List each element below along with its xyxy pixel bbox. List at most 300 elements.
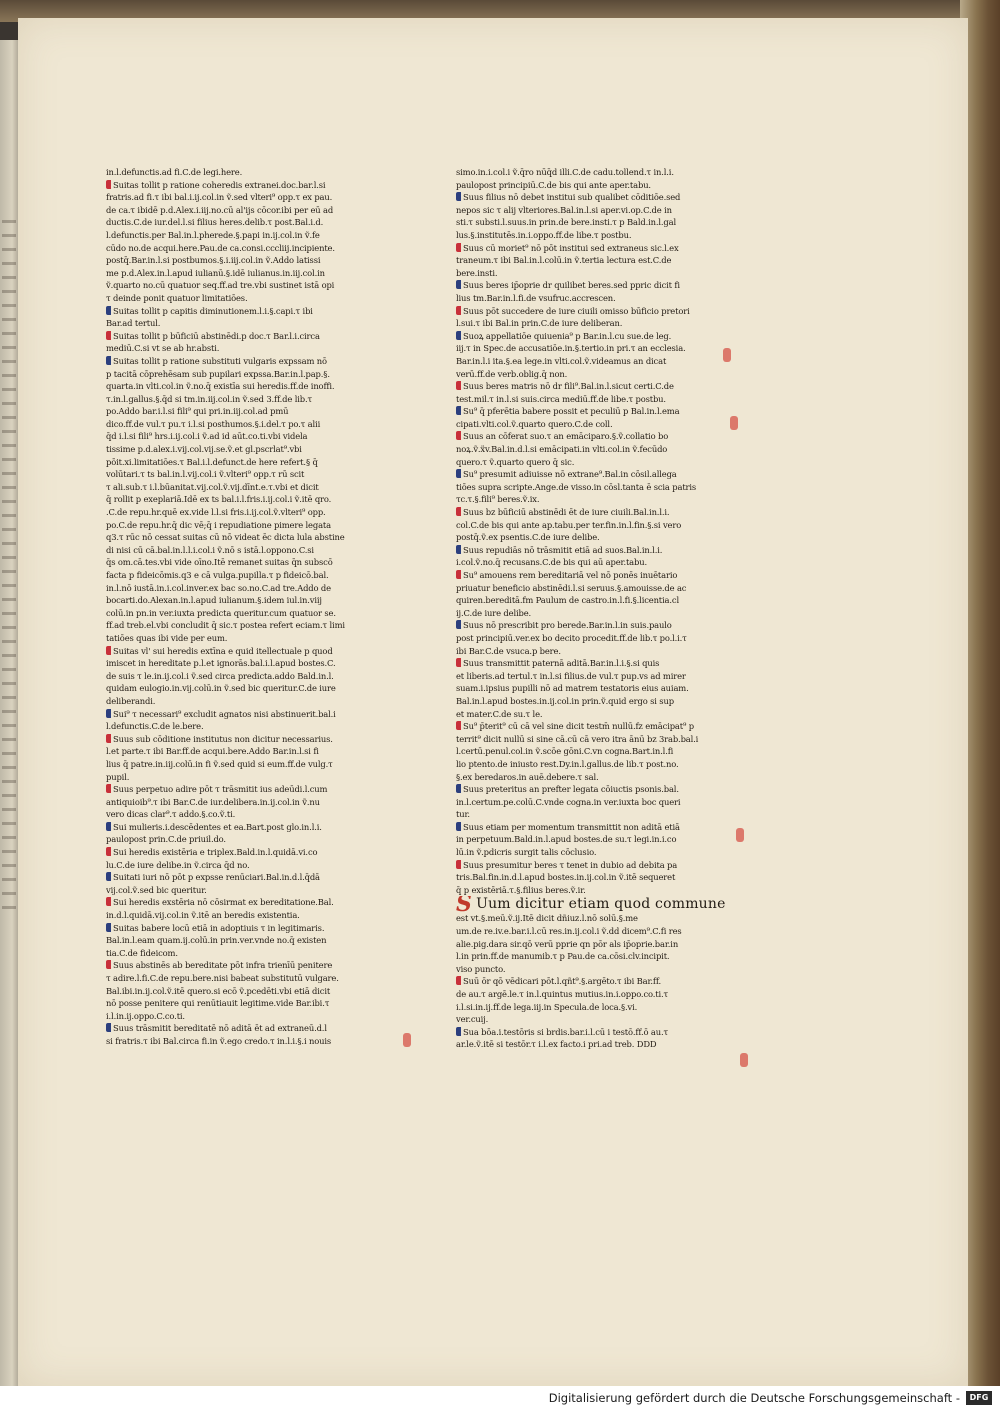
- line-text: de suis τ le.in.ij.col.i ṽ.sed circa predicta.addo Bald.in.l.: [106, 670, 334, 681]
- text-line: [106, 720, 402, 733]
- line-text: Sui heredis exstēria nō cōsirmat ex bereditatione.Bal.: [113, 897, 334, 908]
- line-text: Suitati iuri nō pōt p expsse renūciari.Bal.in.d.l.q̄dā: [113, 872, 320, 883]
- text-line: [106, 833, 402, 846]
- line-text: sti.τ substi.l.suus.in prin.de bere.insti.τ p Bald.in.l.gal: [456, 217, 676, 228]
- paragraph-mark: [106, 709, 111, 718]
- line-text: Sui heredis existēria e triplex.Bald.in.l.quidā.vi.co: [113, 847, 318, 858]
- line-text: q̄s om.cā.tes.vbi vide oīno.Itē remanet suitas q̄n subscō: [106, 557, 333, 568]
- text-line: [456, 368, 756, 381]
- text-line: [456, 771, 756, 784]
- paragraph-mark: [106, 960, 111, 969]
- line-text: et liberis.ad tertul.τ in.l.si filius.de vul.τ pup.vs ad mirer: [456, 670, 686, 681]
- text-line: [456, 808, 756, 821]
- text-line: [456, 166, 756, 179]
- text-line: [106, 506, 402, 519]
- line-text: Suus abstinēs ab bereditate pōt infra trienīū penitere: [113, 960, 333, 971]
- line-text: col.C.de bis qui ante ap.tabu.per ter.fin.in.l.fin.§.si vero: [456, 519, 682, 530]
- paragraph-mark: [456, 431, 461, 440]
- line-text: Uum dicitur etiam quod commune: [476, 896, 726, 913]
- paragraph-mark: [456, 469, 461, 478]
- line-text: po.C.de repu.hr.q̄ dic vē;q̄ i repudiatione pimere legata: [106, 519, 331, 530]
- text-line: [106, 216, 402, 229]
- paragraph-mark: [106, 1023, 111, 1032]
- line-text: tia.C.de fideicom.: [106, 947, 178, 958]
- paragraph-mark: [106, 822, 111, 831]
- text-line: [106, 1035, 402, 1048]
- line-text: suam.i.ipsius pupilli nō ad matrem testatoris eius auiam.: [456, 683, 689, 694]
- paragraph-mark: [456, 192, 461, 201]
- line-text: traneum.τ ibi Bal.in.l.colū.in ṽ.tertia lectura est.C.de: [456, 255, 672, 266]
- previous-page-text-fragment: [2, 220, 16, 920]
- paragraph-mark: [456, 822, 461, 831]
- text-line: [106, 947, 402, 960]
- text-line: [456, 292, 756, 305]
- text-line: [106, 733, 402, 746]
- line-text: Suus etiam per momentum transmittit non aditā etiā: [463, 821, 680, 832]
- line-text: tiōes supra scripte.Ange.de visso.in cōsl.tanta ē scia patris: [456, 481, 697, 492]
- line-text: Suus trāsmitit bereditatē nō aditā ēt ad extraneū.d.l: [113, 1023, 327, 1034]
- line-text: Suitas tollit p ratione substituti vulgaris expssam nō: [113, 355, 327, 366]
- text-line: [456, 254, 756, 267]
- text-line: [106, 330, 402, 343]
- line-text: Suus perpetuo adire pōt τ trāsmitit ius adeūdi.l.cum: [113, 784, 328, 795]
- text-line: [106, 871, 402, 884]
- line-text: i.l.in.ij.oppo.C.co.ti.: [106, 1010, 185, 1021]
- line-text: paulopost prin.C.de priuil.do.: [106, 834, 226, 845]
- paragraph-mark: [106, 646, 111, 655]
- text-line: [106, 342, 402, 355]
- text-line: [456, 871, 756, 884]
- text-column-right: [456, 166, 756, 1051]
- line-text: Sui⁹ τ necessari⁹ excludit agnatos nisi abstinuerit.bal.i: [113, 708, 336, 719]
- text-line: [456, 783, 756, 796]
- text-line: [456, 393, 756, 406]
- line-text: ff.ad treb.el.vbi concludit q̄ sic.τ postea refert eciam.τ limi: [106, 620, 345, 631]
- paragraph-mark: [106, 847, 111, 856]
- line-text: ij.C.de iure delibe.: [456, 607, 532, 618]
- text-line: [456, 745, 756, 758]
- line-text: l.certū.penul.col.in ṽ.scōe gōni.C.vn cogna.Bart.in.l.fi: [456, 746, 674, 757]
- paragraph-mark: [456, 721, 461, 730]
- text-line: [106, 821, 402, 834]
- line-text: Suus transmittit paternā aditā.Bar.in.l.i.§.si quis: [463, 658, 660, 669]
- line-text: Suus sub cōditione institutus non dicitur necessarius.: [113, 733, 333, 744]
- text-line: [106, 682, 402, 695]
- line-text: test.mil.τ in.l.si suis.circa mediū.ff.de libe.τ postbu.: [456, 393, 666, 404]
- line-text: lius q̄ patre.in.iij.colū.in fi ṽ.sed quid si eum.ff.de vulg.τ: [106, 758, 333, 769]
- line-text: vero dicas clar⁹.τ addo.§.co.ṽ.ti.: [106, 809, 236, 820]
- text-line: [456, 443, 756, 456]
- text-line: [456, 191, 756, 204]
- paragraph-mark: [456, 1027, 461, 1036]
- line-text: viso puncto.: [456, 963, 506, 974]
- line-text: Suitas tollit p capitis diminutionem.l.i.§.capi.τ ibi: [113, 305, 313, 316]
- line-text: τc.τ.§.fili⁹ beres.ṽ.ix.: [456, 494, 540, 505]
- line-text: postq̄.ṽ.ex psentis.C.de iure delibe.: [456, 532, 600, 543]
- line-text: tissime p.d.alex.i.vij.col.vij.se.ṽ.et gl.pscrlat⁹.vbi: [106, 444, 302, 455]
- line-text: τ ali.sub.τ i.l.būanitat.vij.col.ṽ.vij.dīnt.e.τ.vbi et dicit: [106, 481, 319, 492]
- text-line: [106, 430, 402, 443]
- text-line: [456, 884, 756, 897]
- paragraph-mark: [456, 507, 461, 516]
- text-line: [456, 242, 756, 255]
- text-line: [456, 556, 756, 569]
- line-text: in.l.nō iustā.in.i.col.inver.ex bac so.no.C.ad tre.Addo de: [106, 582, 331, 593]
- text-line: [106, 645, 402, 658]
- text-line: [106, 368, 402, 381]
- line-text: verū.ff.de verb.oblig.q̄ non.: [456, 368, 568, 379]
- paragraph-mark: [456, 331, 461, 340]
- line-text: si fratris.τ ibi Bal.circa fi.in ṽ.ego credo.τ in.l.i.§.i nouis: [106, 1035, 332, 1046]
- text-line: [106, 254, 402, 267]
- line-text: post principiū.ver.ex bo decito procedit.ff.de lib.τ po.l.i.τ: [456, 632, 687, 643]
- line-text: Suus repudiās nō trāsmitit etiā ad suos.Bal.in.l.i.: [463, 544, 663, 555]
- text-line: [456, 279, 756, 292]
- line-text: Suoꝝ appellatiōe quiuenia⁹ p Bar.in.l.cu sue.de leg.: [463, 330, 672, 341]
- paragraph-mark: [456, 545, 461, 554]
- line-text: q3.τ rūc nō cessat suitas cū nō videat ēc dicta lula abstine: [106, 532, 345, 543]
- text-line: [456, 607, 756, 620]
- line-text: dico.ff.de vul.τ pu.τ i.l.si posthumos.§.i.del.τ po.τ alii: [106, 418, 321, 429]
- line-text: po.Addo bar.i.l.si fili⁹ qui pri.in.iij.col.ad pmū: [106, 406, 289, 417]
- text-line: [456, 317, 756, 330]
- footer-credit: Digitalisierung gefördert durch die Deutsche Forschungsgemeinschaft -: [548, 1391, 960, 1405]
- text-line: [456, 418, 756, 431]
- line-text: Suus cū moriet⁹ nō pōt institui sed extraneus sic.l.ex: [463, 242, 679, 253]
- line-text: in.l.defunctis.ad fi.C.de legi.here.: [106, 167, 243, 177]
- line-text: de au.τ argē.le.τ in.l.quintus mutius.in.i.oppo.co.ti.τ: [456, 989, 668, 999]
- line-text: lū.in ṽ.pdicris surgit talis cōclusio.: [456, 847, 597, 858]
- text-line: [106, 884, 402, 897]
- paragraph-mark: [106, 923, 111, 932]
- text-line: [106, 305, 402, 318]
- line-text: quarta.in vlti.col.in ṽ.no.q̄ existīa sui heredis.ff.de inoffi.: [106, 381, 335, 392]
- text-line: [106, 695, 402, 708]
- text-line: [106, 582, 402, 595]
- paragraph-mark: [456, 658, 461, 667]
- line-text: paulopost principiū.C.de bis qui ante aper.tabu.: [456, 179, 651, 190]
- text-line: [456, 405, 756, 418]
- paragraph-mark: [456, 570, 461, 579]
- paragraph-mark: [106, 897, 111, 906]
- text-line: [456, 468, 756, 481]
- line-text: i.col.ṽ.no.q̄ recusans.C.de bis qui aū aper.tabu.: [456, 557, 647, 568]
- line-text: nō posse penitere qui renūtiauit legitime.vide Bar.ibi.τ: [106, 998, 330, 1009]
- line-text: ibi Bar.C.de vsuca.p bere.: [456, 645, 561, 656]
- text-line: [106, 191, 402, 204]
- text-line: [106, 846, 402, 859]
- text-line: [456, 833, 756, 846]
- line-text: tur.: [456, 809, 470, 820]
- rubric-mark: [403, 1033, 411, 1047]
- line-text: l.in prin.ff.de manumib.τ p Pau.de ca.cōsi.clv.incipit.: [456, 951, 670, 962]
- text-line: [106, 242, 402, 255]
- line-text: l.et parte.τ ibi Bar.ff.de acqui.bere.Addo Bar.in.l.si fi: [106, 746, 319, 757]
- line-text: ṽ.quarto no.cū quatuor seq.ff.ad tre.vbi sustinet istā opi: [106, 280, 335, 291]
- line-text: tris.Bal.fin.in.d.l.apud bostes.in.ij.col.in ṽ.itē sequeret: [456, 872, 676, 883]
- line-text: l.defunctis.C.de le.bere.: [106, 721, 204, 732]
- footer-bar: [0, 1386, 1000, 1410]
- line-text: lio ptento.de iniusto rest.Dy.in.l.gallus.de lib.τ post.no.: [456, 758, 679, 769]
- line-text: me p.d.Alex.in.l.apud iulianū.§.idē iulianus.in.iij.col.in: [106, 267, 325, 278]
- rubric-mark: [740, 1053, 748, 1067]
- text-line: [456, 569, 756, 582]
- text-line: [106, 279, 402, 292]
- text-line: [456, 330, 756, 343]
- text-line: [106, 619, 402, 632]
- text-line: [456, 1013, 756, 1026]
- line-text: nepos sic τ alij vlteriores.Bal.in.l.si aper.vi.op.C.de in: [456, 204, 672, 215]
- line-text: τ deinde ponit quatuor limitatiōes.: [106, 292, 248, 303]
- text-line: [106, 997, 402, 1010]
- text-line: [456, 216, 756, 229]
- text-line: [456, 963, 756, 976]
- line-text: Su⁹ q̄ pferētia babere possit et peculiū p Bal.in.l.ema: [463, 406, 680, 417]
- line-text: tatiōes quas ibi vide per eum.: [106, 632, 228, 643]
- line-text: est vt.§.meū.ṽ.ij.Itē dicit dñiuz.l.nō solū.§.me: [456, 913, 638, 924]
- line-text: di nisi cū cā.bal.in.l.l.i.col.i ṽ.nō s istā.l.oppono.C.si: [106, 544, 314, 555]
- text-line: [106, 758, 402, 771]
- text-line: [106, 179, 402, 192]
- line-text: et mater.C.de su.τ le.: [456, 708, 543, 719]
- line-text: ver.cuij.: [456, 1014, 489, 1025]
- line-text: quero.τ ṽ.quarto quero q̄ sic.: [456, 456, 575, 467]
- line-text: Suitas vl' sui heredis extīna e quid itellectuale p quod: [113, 645, 333, 656]
- line-text: in perpetuum.Bald.in.l.apud bostes.de su.τ legi.in.i.co: [456, 834, 677, 845]
- line-text: Suitas tollit p būficiū abstinēdi.p doc.τ Bar.l.i.circa: [113, 330, 320, 341]
- text-line: [456, 796, 756, 809]
- paragraph-mark: [106, 734, 111, 743]
- line-text: colū.in pn.in ver.iuxta predicta queritur.cum quatuor se.: [106, 607, 336, 618]
- line-text: §.ex beredaros.in auē.debere.τ sal.: [456, 771, 599, 782]
- text-line: [106, 355, 402, 368]
- line-text: territ⁹ dicit nullū si sine cā.cū cā vero itra ānū bz 3rab.bal.i: [456, 733, 699, 744]
- line-text: cūdo no.de acqui.here.Pau.de ca.consi.cccliij.incipiente.: [106, 242, 335, 253]
- line-text: ductis.C.de iur.del.l.si filius heres.delib.τ post.Bal.i.d.: [106, 217, 324, 228]
- line-text: deliberandi.: [106, 695, 156, 706]
- line-text: in.l.certum.pe.colū.C.vnde cogna.in ver.iuxta boc queri: [456, 796, 681, 807]
- text-line: [106, 292, 402, 305]
- text-line: [106, 229, 402, 242]
- text-line: [106, 481, 402, 494]
- rubric-mark: [730, 416, 738, 430]
- line-text: Suus an cōferat suo.τ an emāciparo.§.ṽ.collatio bo: [463, 431, 669, 442]
- line-text: Suus presumitur beres τ tenet in dubio ad debita pa: [463, 859, 678, 870]
- text-line: [456, 267, 756, 280]
- line-text: iij.τ in Spec.de accusatiōe.in.§.tertio.in pri.τ an ecclesia.: [456, 343, 686, 354]
- line-text: Suus beres ip̄oprie dr quilibet beres.sed ppric dicit fi: [463, 280, 680, 291]
- line-text: Suus preteritus an prefter legata cōiuctis psonis.bal.: [463, 784, 679, 795]
- text-line: [106, 267, 402, 280]
- paragraph-mark: [456, 860, 461, 869]
- text-line: [106, 922, 402, 935]
- line-text: Suitas babere locū etiā in adoptiuis τ in legitimaris.: [113, 922, 325, 933]
- text-line: [106, 317, 402, 330]
- text-line: [106, 959, 402, 972]
- line-text: q̄ rollit p exeplariā.Idē ex ts bal.i.l.fris.i.ij.col.i ṽ.itē qro.: [106, 494, 332, 505]
- line-text: Suū ōr qō vēdicari pōt.l.qñt⁹.§.argēto.τ ibi Bar.ff.: [463, 976, 662, 987]
- text-line: [456, 859, 756, 872]
- line-text: Su⁹ p̄terit⁹ cū cā vel sine dicit testm̄ nullū.fz emācipat⁹ p: [463, 721, 694, 732]
- text-line: [456, 619, 756, 632]
- line-text: pōit.xi.limitatiōes.τ Bal.i.l.defunct.de here refert.§ q̄: [106, 456, 318, 467]
- line-text: Bar.ad tertul.: [106, 318, 161, 329]
- line-text: quidam eulogio.in.vij.colū.in ṽ.sed bic queritur.C.de iure: [106, 683, 336, 694]
- text-line: [456, 708, 756, 721]
- line-text: Bal.in.l.apud bostes.in.ij.col.in prin.ṽ.quid ergo si sup: [456, 695, 674, 706]
- text-line: [106, 1010, 402, 1023]
- text-line: [456, 481, 756, 494]
- rubric-mark: [723, 348, 731, 362]
- paragraph-mark: [456, 243, 461, 252]
- text-line: [456, 531, 756, 544]
- paragraph-mark: [106, 872, 111, 881]
- paragraph-mark: [106, 180, 111, 189]
- line-text: imiscet in hereditate p.l.et ignorās.bal.i.l.apud bostes.C.: [106, 658, 336, 669]
- text-line: [456, 896, 756, 912]
- text-line: [456, 682, 756, 695]
- text-line: [456, 657, 756, 670]
- line-text: p tacitā cōprehēsam sub pupilari expssa.Bar.in.l.pap.§.: [106, 368, 330, 379]
- text-line: [106, 607, 402, 620]
- text-line: [106, 771, 402, 784]
- text-line: [456, 670, 756, 683]
- text-line: [456, 594, 756, 607]
- text-line: [106, 544, 402, 557]
- text-line: [106, 493, 402, 506]
- line-text: Bal.ibi.in.ij.col.ṽ.itē quero.si ecō ṽ.pcedēti.vbi etiā dicit: [106, 985, 331, 996]
- text-line: [106, 909, 402, 922]
- text-line: [106, 896, 402, 909]
- text-line: [106, 380, 402, 393]
- text-line: [456, 720, 756, 733]
- text-line: [456, 430, 756, 443]
- line-text: in.d.l.quidā.vij.col.in ṽ.itē an beredis existentia.: [106, 910, 300, 921]
- line-text: cipati.vlti.col.ṽ.quarto quero.C.de coll.: [456, 418, 613, 429]
- line-text: Bar.in.l.i ita.§.ea lege.in vlti.col.ṽ.videamus an dicat: [456, 355, 667, 366]
- line-text: Suus filius nō debet institui sub qualibet cōditiōe.sed: [463, 192, 681, 203]
- text-line: [456, 380, 756, 393]
- text-line: [456, 975, 756, 988]
- book-page: [18, 18, 968, 1386]
- line-text: Suitas tollit p ratione coheredis extranei.doc.bar.l.si: [113, 179, 326, 190]
- line-text: Bal.in.l.eam quam.ij.colū.in prin.ver.vnde no.q̄ existen: [106, 935, 327, 946]
- text-line: [456, 519, 756, 532]
- text-line: [106, 468, 402, 481]
- line-text: Suus beres matris nō dr fili⁹.Bal.in.l.sicut certi.C.de: [463, 381, 674, 392]
- paragraph-mark: [456, 976, 461, 985]
- line-text: ar.le.ṽ.itē si testōr.τ i.l.ex facto.i pri.ad treb. DDD: [456, 1039, 657, 1050]
- text-line: [106, 556, 402, 569]
- text-line: [456, 342, 756, 355]
- text-line: [106, 594, 402, 607]
- paragraph-mark: [456, 620, 461, 629]
- rubric-mark: [736, 828, 744, 842]
- text-line: [106, 531, 402, 544]
- text-line: [106, 934, 402, 947]
- dfg-logo: DFG: [966, 1391, 992, 1405]
- line-text: priuatur beneficio abstinēdi.l.si seruus.§.amouisse.de ac: [456, 582, 687, 593]
- line-text: postq̄.Bar.in.l.si postbumos.§.i.iij.col.in ṽ.Addo latissi: [106, 255, 321, 266]
- paragraph-mark: [456, 280, 461, 289]
- line-text: l.defunctis.per Bal.in.l.pherede.§.papi in.ij.col.in ṽ.fe: [106, 229, 320, 240]
- text-column-left: [106, 166, 402, 1048]
- text-line: [106, 859, 402, 872]
- paragraph-mark: [106, 784, 111, 793]
- text-line: [106, 166, 402, 179]
- line-text: Sui mulieris.i.descēdentes et ea.Bart.post glo.in.l.i.: [113, 821, 322, 832]
- line-text: vij.col.ṽ.sed bic queritur.: [106, 884, 207, 895]
- text-line: [456, 938, 756, 951]
- text-line: [456, 1026, 756, 1039]
- line-text: Sua bōa.i.testōris si brdis.bar.i.l.cū i testō.ff.ō au.τ: [463, 1026, 668, 1037]
- text-line: [456, 950, 756, 963]
- text-line: [106, 796, 402, 809]
- text-line: [106, 405, 402, 418]
- text-line: [456, 229, 756, 242]
- text-line: [106, 456, 402, 469]
- text-line: [456, 821, 756, 834]
- text-line: [106, 393, 402, 406]
- text-line: [106, 204, 402, 217]
- text-line: [456, 305, 756, 318]
- line-text: simo.in.i.col.i ṽ.q̄ro nūq̄d illi.C.de cadu.tollend.τ in.l.i.: [456, 167, 674, 177]
- line-text: alie.pig.dara sir.qō verū pprie qn pōr als ip̄oprie.bar.in: [456, 938, 679, 949]
- text-line: [106, 985, 402, 998]
- text-line: [106, 745, 402, 758]
- text-line: [456, 204, 756, 217]
- text-line: [106, 418, 402, 431]
- line-text: Su⁹ presumit adiuisse nō extrane⁹.Bal.in cōsil.allega: [463, 469, 677, 480]
- line-text: .C.de repu.hr.quē ex.vide l.l.si fris.i.ij.col.ṽ.vlteri⁹ opp.: [106, 507, 326, 518]
- text-line: [456, 758, 756, 771]
- line-text: um.de re.iv.e.bar.i.l.cū res.in.ij.col.i ṽ.dd dicem⁹.C.fi res: [456, 926, 682, 937]
- line-text: antiquioib⁹.τ ibi Bar.C.de iur.delibera.in.ij.col.in ṽ.nu: [106, 796, 320, 807]
- text-line: [456, 912, 756, 925]
- text-line: [106, 1022, 402, 1035]
- line-text: q̄d i.l.si fili⁹ hrs.i.ij.col.i ṽ.ad id aūt.co.ti.vbi videla: [106, 431, 308, 442]
- text-line: [456, 645, 756, 658]
- line-text: Su⁹ amouens rem bereditariā vel nō ponēs inuētario: [463, 570, 678, 580]
- text-line: [456, 925, 756, 938]
- line-text: lu.C.de iure delibe.in ṽ.circa q̄d no.: [106, 859, 250, 870]
- line-text: volūtari.τ ts bal.in.l.vij.col.i ṽ.vlteri⁹ opp.τ rū scit: [106, 469, 305, 480]
- text-line: [456, 1038, 756, 1051]
- text-line: [106, 783, 402, 796]
- text-line: [456, 456, 756, 469]
- line-text: bere.insti.: [456, 267, 498, 278]
- line-text: τ adire.l.fi.C.de repu.bere.nisi babeat substitutū vulgare.: [106, 973, 339, 983]
- text-line: [456, 582, 756, 595]
- line-text: fratris.ad fi.τ ibi bal.i.ij.col.in ṽ.sed vlteri⁹ opp.τ ex pau.: [106, 192, 333, 203]
- paragraph-mark: [456, 406, 461, 415]
- line-text: mediū.C.si vt se ab hr.absti.: [106, 343, 220, 354]
- line-text: Suus nō prescribit pro berede.Bar.in.l.in suis.paulo: [463, 620, 672, 631]
- line-text: de ca.τ ibidē p.d.Alex.i.iij.no.cū al'ijs cōcor.ibi per eū ad: [106, 204, 334, 215]
- text-line: [456, 544, 756, 557]
- line-text: noꝝ.ṽ.ẍv.Bal.in.d.l.si emācipati.in vlti.col.in ṽ.fecūdo: [456, 444, 668, 455]
- text-line: [456, 632, 756, 645]
- text-line: [106, 443, 402, 456]
- line-text: lius tm.Bar.in.l.fi.de vsufruc.accrescen.: [456, 292, 616, 303]
- text-line: [106, 632, 402, 645]
- text-line: [456, 1001, 756, 1014]
- paragraph-mark: [106, 306, 111, 315]
- line-text: i.l.si.in.ij.ff.de lega.iij.in Specula.de loca.§.vi.: [456, 1001, 638, 1012]
- text-line: [106, 519, 402, 532]
- text-line: [106, 808, 402, 821]
- text-line: [456, 493, 756, 506]
